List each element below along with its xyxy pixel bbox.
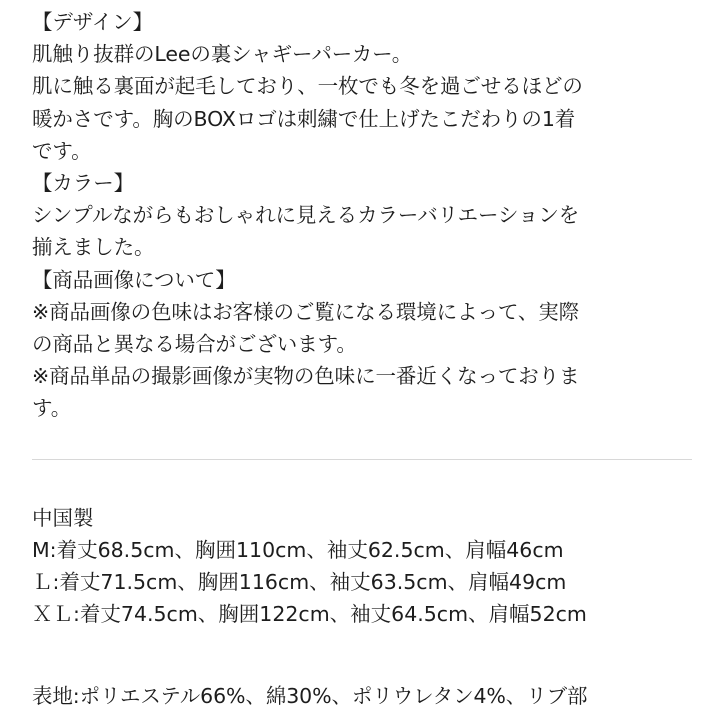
description-line: の商品と異なる場合がございます。 — [32, 332, 357, 357]
description-line: シンプルながらもおしゃれに見えるカラーバリエーションを — [32, 203, 580, 228]
description-line: 暖かさです。胸のBOXロゴは刺繍で仕上げたこだわりの1着 — [32, 106, 576, 131]
spec-line: 中国製 — [32, 505, 94, 530]
description-line: す。 — [32, 396, 72, 421]
description-line: 【商品画像について】 — [32, 267, 236, 292]
description-line: 肌触り抜群のLeeの裏シャギーパーカー。 — [32, 42, 413, 67]
description-line: 揃えました。 — [32, 235, 155, 260]
spec-line: ＸＬ:着丈74.5cm、胸囲122cm、袖丈64.5cm、肩幅52cm — [32, 602, 587, 627]
description-line: ※商品画像の色味はお客様のご覧になる環境によって、実際 — [32, 299, 580, 324]
section-divider — [32, 459, 692, 460]
size-spec-block — [32, 502, 692, 631]
material-block — [32, 680, 692, 712]
spec-line: Ｌ:着丈71.5cm、胸囲116cm、袖丈63.5cm、肩幅49cm — [32, 570, 567, 595]
material-line: 表地:ポリエステル66%、綿30%、ポリウレタン4%、リブ部 — [32, 684, 588, 709]
spec-line: M:着丈68.5cm、胸囲110cm、袖丈62.5cm、肩幅46cm — [32, 537, 564, 562]
description-line: 【デザイン】 — [32, 10, 153, 34]
product-description-block — [32, 6, 692, 425]
description-line: 肌に触る裏面が起毛しており、一枚でも冬を過ごせるほどの — [32, 74, 583, 99]
description-line: 【カラー】 — [32, 171, 134, 196]
description-line: ※商品単品の撮影画像が実物の色味に一番近くなっておりま — [32, 364, 580, 389]
description-line: です。 — [32, 138, 92, 163]
